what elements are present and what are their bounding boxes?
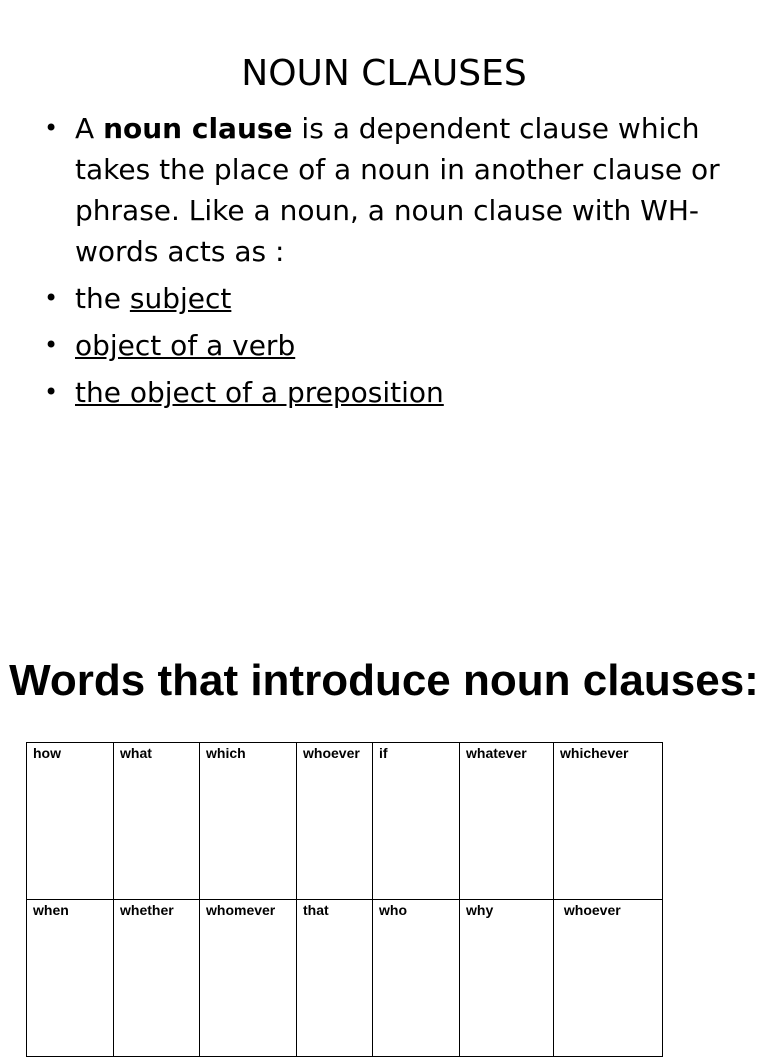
table-cell: whatever [460,743,554,900]
bullet-icon: • [44,378,59,406]
words-heading: Words that introduce noun clauses: [9,656,759,705]
table-row [27,743,663,900]
bullet-item-object-of-verb [44,325,724,366]
bullet-item-label: the object of a preposition [75,376,444,409]
bullet-item-subject [44,278,724,319]
table-row [27,900,663,1057]
intro-text: is a dependent clause which takes the place of a noun in another clause or phrase. Like a noun, a noun clause with WH-words acts as : [75,112,720,268]
table-cell: how [27,743,114,900]
table-cell: whoever [554,900,663,1057]
bullet-item-label: subject [129,282,232,315]
bullet-icon: • [44,331,59,359]
table-cell: whichever [554,743,663,900]
intro-prefix: A [75,112,104,145]
table-cell: if [373,743,460,900]
table-cell: what [114,743,200,900]
intro-bold-term: noun clause [103,112,293,145]
bullet-intro [44,108,724,272]
bullet-item-label: object of a verb [75,329,296,362]
table-cell: which [200,743,297,900]
bullet-item-prefix: the [75,282,130,315]
table-cell: whomever [200,900,297,1057]
bullet-icon: • [44,114,59,142]
table-cell: whoever [297,743,373,900]
bullet-item-object-of-preposition [44,372,724,413]
introducing-words-table [26,742,663,1057]
bullet-icon: • [44,284,59,312]
table-cell: when [27,900,114,1057]
table-cell: why [460,900,554,1057]
bullet-list [44,108,724,419]
table-cell: who [373,900,460,1057]
table-cell: whether [114,900,200,1057]
table-cell: that [297,900,373,1057]
slide-title: NOUN CLAUSES [241,53,527,94]
